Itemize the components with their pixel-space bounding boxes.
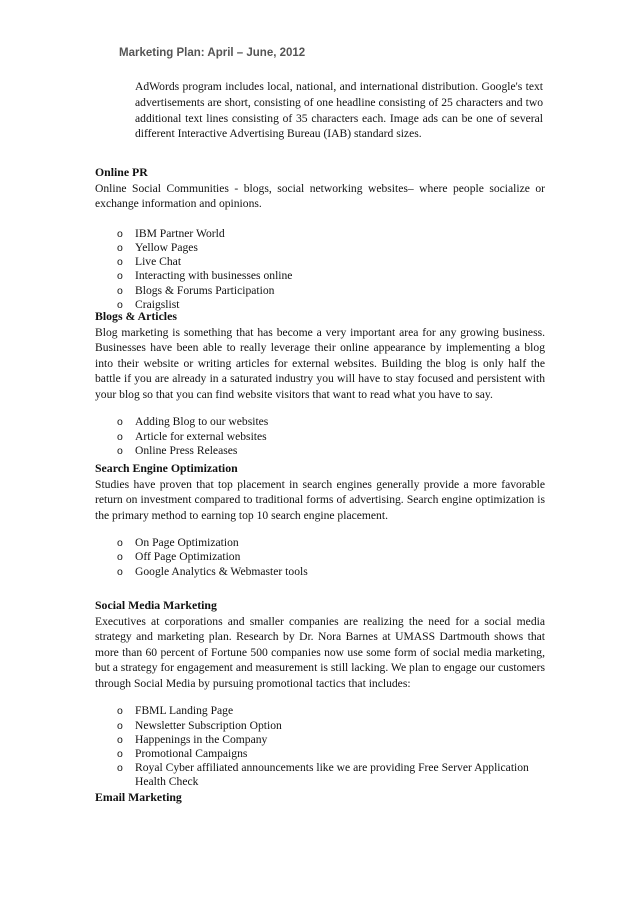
bullet-icon: o [117,748,123,761]
section-seo [95,461,545,579]
list-item-text: Off Page Optimization [135,550,241,564]
list-item [95,241,545,255]
bullet-list [95,704,545,789]
list-item [95,733,545,747]
adwords-paragraph: AdWords program includes local, national, and international distribution. Google's text advertisements are short, consisting of one headline consisting of 25 characters and two additional text lines consisting of 35 characters each. Image ads can be one of several different Interactive Advertising Bureau (IAB) standard sizes. [135,80,543,141]
list-item [95,719,545,733]
bullet-icon: o [117,430,123,443]
section-blogs-articles [95,309,545,458]
list-item-text: Adding Blog to our websites [135,415,269,429]
bullet-icon: o [117,256,123,269]
list-item [95,704,545,718]
section-title: Email Marketing [95,790,182,804]
list-item [95,761,545,789]
list-item [95,284,545,298]
list-item-text: Live Chat [135,255,182,269]
bullet-icon: o [117,762,123,775]
bullet-icon: o [117,227,123,240]
list-item-text: IBM Partner World [135,226,225,240]
list-item-text: Royal Cyber affiliated announcements like we are providing Free Server Application Health Check [135,761,529,789]
section-social-media [95,598,545,790]
bullet-icon: o [117,241,123,254]
bullet-list [95,415,545,458]
bullet-list [95,536,545,579]
section-title: Blogs & Articles [95,309,177,323]
list-item [95,565,545,579]
list-item-text: FBML Landing Page [135,704,234,718]
bullet-icon: o [117,298,123,311]
list-item-text: Google Analytics & Webmaster tools [135,564,308,578]
bullet-list [95,227,545,312]
section-online-pr [95,165,545,312]
list-item-text: On Page Optimization [135,536,239,550]
section-title: Social Media Marketing [95,598,217,612]
list-item-text: Promotional Campaigns [135,747,248,761]
bullet-icon: o [117,705,123,718]
section-body: Online Social Communities - blogs, social networking websites– where people socialize or exchange information and opinions. [95,181,545,211]
list-item-text: Newsletter Subscription Option [135,718,282,732]
bullet-icon: o [117,270,123,283]
section-title: Online PR [95,165,148,179]
list-item-text: Interacting with businesses online [135,269,293,283]
list-item [95,550,545,564]
page-header: Marketing Plan: April – June, 2012 [119,47,306,59]
list-item [95,444,545,458]
list-item [95,430,545,444]
list-item [95,269,545,283]
list-item-text: Online Press Releases [135,443,238,457]
section-title: Search Engine Optimization [95,461,238,475]
bullet-icon: o [117,733,123,746]
list-item-text: Happenings in the Company [135,732,268,746]
list-item-text: Craigslist [135,297,180,311]
bullet-icon: o [117,565,123,578]
section-body: Blog marketing is something that has become a very important area for any growing business. Businesses have been able to really leverage their online appearance by implementing a blog into their website or writing articles for external websites. Building the blog is only half the battle if you are already in a saturated industry you will have to stay focused and persistent with your blog so that you can find website visitors that want to read what you have to say. [95,325,545,401]
section-body: Executives at corporations and smaller companies are realizing the need for a social media strategy and marketing plan. Research by Dr. Nora Barnes at UMASS Dartmouth shows that more than 60 percent of Fortune 500 companies now use some form of social media marketing, but a strategy for engagement and measurement is still lacking. We plan to engage our customers through Social Media by pursuing promotional tactics that includes: [95,614,545,690]
list-item [95,255,545,269]
bullet-icon: o [117,551,123,564]
bullet-icon: o [117,537,123,550]
list-item-text: Article for external websites [135,429,267,443]
bullet-icon: o [117,719,123,732]
bullet-icon: o [117,284,123,297]
list-item [95,747,545,761]
bullet-icon: o [117,416,123,429]
list-item-text: Blogs & Forums Participation [135,283,275,297]
list-item [95,227,545,241]
bullet-icon: o [117,444,123,457]
section-body: Studies have proven that top placement in search engines generally provide a more favorable return on investment compared to traditional forms of advertising. Search engine optimization is the primary method to earning top 10 search engine placement. [95,477,545,522]
section-email-marketing [95,790,545,806]
list-item [95,415,545,429]
list-item [95,536,545,550]
list-item-text: Yellow Pages [135,240,198,254]
